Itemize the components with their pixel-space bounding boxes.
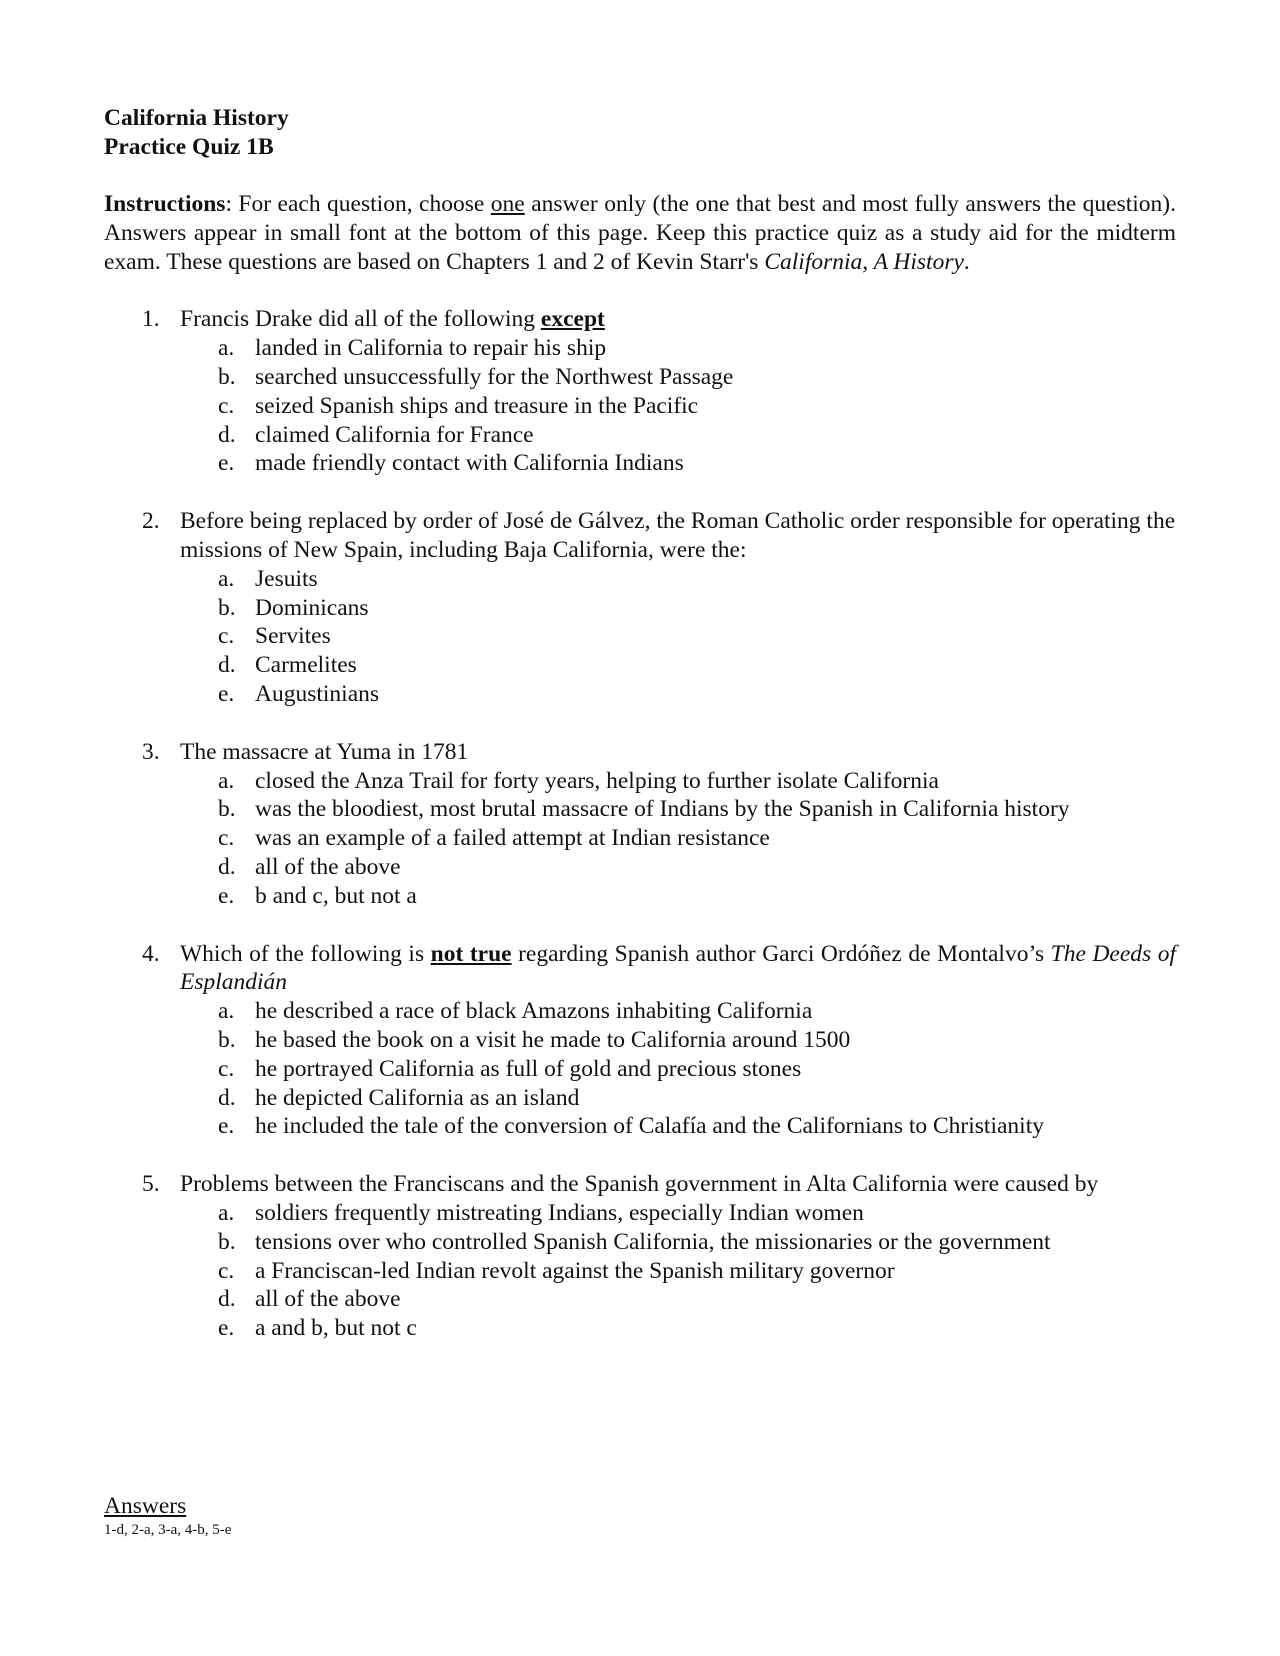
option-d bbox=[180, 421, 1176, 450]
option-text: he described a race of black Amazons inhabiting California bbox=[255, 998, 813, 1025]
option-e bbox=[180, 449, 1176, 478]
question-text bbox=[180, 940, 1176, 998]
option-a bbox=[180, 767, 1176, 796]
instructions-label: Instructions bbox=[104, 191, 226, 217]
option-text: a and b, but not c bbox=[255, 1315, 417, 1342]
option-letter: b. bbox=[218, 1228, 236, 1255]
option-text: Servites bbox=[255, 623, 331, 650]
option-b bbox=[180, 594, 1176, 623]
option-list bbox=[180, 997, 1176, 1141]
question-text: Problems between the Franciscans and the Spanish government in Alta California were caused by bbox=[180, 1171, 1099, 1198]
option-c bbox=[180, 1055, 1176, 1084]
option-letter: c. bbox=[218, 392, 235, 419]
instructions-one: one bbox=[490, 191, 525, 217]
option-b bbox=[180, 795, 1176, 824]
option-letter: d. bbox=[218, 421, 236, 448]
option-d bbox=[180, 853, 1176, 882]
question-text-mid: regarding Spanish author Garci Ordóñez de Montalvo’s bbox=[511, 940, 1051, 967]
option-d bbox=[180, 1285, 1176, 1314]
question-5 bbox=[104, 1170, 1176, 1343]
option-letter: a. bbox=[218, 1199, 235, 1226]
question-4 bbox=[104, 940, 1176, 1142]
option-text: tensions over who controlled Spanish California, the missionaries or the government bbox=[255, 1228, 1051, 1255]
answers-heading: Answers bbox=[104, 1493, 187, 1519]
option-letter: e. bbox=[218, 1113, 235, 1140]
option-list bbox=[180, 1199, 1176, 1343]
option-text: made friendly contact with California Indians bbox=[255, 450, 684, 477]
question-number: 5. bbox=[142, 1171, 160, 1198]
option-letter: a. bbox=[218, 767, 235, 794]
option-letter: b. bbox=[218, 1026, 236, 1053]
option-c bbox=[180, 622, 1176, 651]
instructions-text-3: . bbox=[963, 248, 970, 275]
quiz-title: Practice Quiz 1B bbox=[104, 133, 274, 160]
option-e bbox=[180, 882, 1176, 911]
option-letter: c. bbox=[218, 1055, 235, 1082]
instructions-text-2: answer only (the one that best and most fully answers the question). Answers appear in small font at the bottom of this page. Keep this practice quiz as a study aid for the midterm exam. These questions are based on Chapters 1 and 2 of Kevin Starr's bbox=[104, 191, 1177, 275]
option-text: Carmelites bbox=[255, 652, 357, 679]
answers-key: 1-d, 2-a, 3-a, 4-b, 5-e bbox=[104, 1522, 232, 1538]
option-text: Augustinians bbox=[255, 680, 380, 707]
question-number: 3. bbox=[142, 738, 160, 765]
option-e bbox=[180, 1314, 1176, 1343]
option-letter: c. bbox=[218, 1257, 235, 1284]
option-text: all of the above bbox=[255, 1286, 401, 1313]
option-letter: b. bbox=[218, 796, 236, 823]
option-c bbox=[180, 824, 1176, 853]
option-letter: e. bbox=[218, 450, 235, 477]
option-text: Jesuits bbox=[255, 565, 318, 592]
question-emphasis: except bbox=[540, 306, 605, 333]
option-text: searched unsuccessfully for the Northwest Passage bbox=[255, 363, 734, 390]
option-letter: b. bbox=[218, 594, 236, 621]
option-letter: c. bbox=[218, 623, 235, 650]
question-number: 4. bbox=[142, 940, 160, 967]
question-text: The massacre at Yuma in 1781 bbox=[180, 738, 469, 765]
option-c bbox=[180, 1257, 1176, 1286]
option-letter: a. bbox=[218, 998, 235, 1025]
option-e bbox=[180, 680, 1176, 709]
option-letter: a. bbox=[218, 565, 235, 592]
option-b bbox=[180, 1026, 1176, 1055]
option-letter: a. bbox=[218, 335, 235, 362]
option-a bbox=[180, 1199, 1176, 1228]
option-text: landed in California to repair his ship bbox=[255, 335, 607, 362]
option-a bbox=[180, 997, 1176, 1026]
option-text: a Franciscan-led Indian revolt against the Spanish military governor bbox=[255, 1257, 895, 1284]
option-text: was the bloodiest, most brutal massacre of Indians by the Spanish in California history bbox=[255, 796, 1070, 823]
option-letter: e. bbox=[218, 680, 235, 707]
question-text-pre: Francis Drake did all of the following bbox=[180, 306, 541, 333]
option-letter: d. bbox=[218, 1084, 236, 1111]
option-letter: d. bbox=[218, 853, 236, 880]
question-1 bbox=[104, 305, 1176, 478]
option-b bbox=[180, 363, 1176, 392]
question-text-pre: Which of the following is bbox=[180, 940, 431, 967]
option-letter: d. bbox=[218, 652, 236, 679]
option-letter: c. bbox=[218, 825, 235, 852]
answers-section bbox=[104, 1493, 231, 1539]
option-e bbox=[180, 1112, 1176, 1141]
option-list bbox=[180, 767, 1176, 911]
option-letter: e. bbox=[218, 1315, 235, 1342]
option-text: he based the book on a visit he made to California around 1500 bbox=[255, 1026, 851, 1053]
course-title: California History bbox=[104, 105, 289, 131]
question-text bbox=[180, 305, 1176, 334]
instructions-book-title: California, A History bbox=[764, 248, 964, 275]
instructions-text-1: : For each question, choose bbox=[225, 191, 491, 217]
option-text: b and c, but not a bbox=[255, 882, 417, 909]
question-number: 1. bbox=[142, 306, 160, 333]
question-list bbox=[104, 305, 1176, 1343]
option-text: he depicted California as an island bbox=[255, 1084, 580, 1111]
option-text: claimed California for France bbox=[255, 421, 534, 448]
question-emphasis: not true bbox=[430, 940, 512, 967]
option-text: Dominicans bbox=[255, 594, 369, 621]
option-letter: e. bbox=[218, 882, 235, 909]
option-text: he included the tale of the conversion of Calafía and the Californians to Christianity bbox=[255, 1113, 1044, 1140]
option-b bbox=[180, 1228, 1176, 1257]
option-text: was an example of a failed attempt at Indian resistance bbox=[255, 825, 770, 852]
option-c bbox=[180, 392, 1176, 421]
option-text: seized Spanish ships and treasure in the Pacific bbox=[255, 392, 699, 419]
option-text: all of the above bbox=[255, 853, 401, 880]
option-list bbox=[180, 334, 1176, 478]
question-book-title: The Deeds of Esplandián bbox=[180, 940, 1176, 996]
option-letter: d. bbox=[218, 1286, 236, 1313]
option-text: he portrayed California as full of gold and precious stones bbox=[255, 1055, 802, 1082]
instructions-paragraph bbox=[104, 190, 1176, 276]
option-d bbox=[180, 651, 1176, 680]
question-text: Before being replaced by order of José de Gálvez, the Roman Catholic order responsible for operating the missions of New Spain, including Baja California, were the: bbox=[180, 508, 1176, 563]
option-a bbox=[180, 565, 1176, 594]
option-a bbox=[180, 334, 1176, 363]
question-number: 2. bbox=[142, 508, 160, 535]
option-d bbox=[180, 1084, 1176, 1113]
option-text: soldiers frequently mistreating Indians, especially Indian women bbox=[255, 1199, 864, 1226]
question-2 bbox=[104, 507, 1176, 709]
question-3 bbox=[104, 738, 1176, 911]
option-list bbox=[180, 565, 1176, 709]
option-text: closed the Anza Trail for forty years, helping to further isolate California bbox=[255, 767, 939, 794]
option-letter: b. bbox=[218, 363, 236, 390]
